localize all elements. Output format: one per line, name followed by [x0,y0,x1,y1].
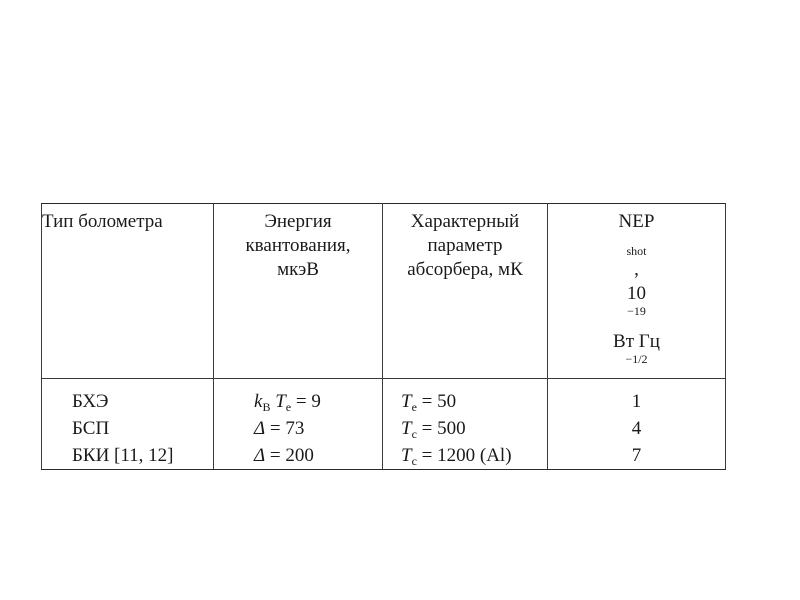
header-cell-energy [214,204,383,379]
row-3-nep: 7 [631,445,642,466]
nep-label: NEP [618,211,655,232]
header-type-label: Тип болометра [42,211,163,232]
row-2-type: БСП [72,418,110,439]
row-1-type: БХЭ [72,391,109,412]
energy-sub-e: e [285,400,292,414]
param-value: = 500 [416,418,466,439]
row-1-param [401,388,547,415]
header-param-line-2: параметр [427,235,503,256]
energy-value: = 200 [265,445,314,466]
energy-symbol-k: k [254,391,263,412]
header-nep-line-1 [548,210,725,282]
row-2-param [401,415,547,442]
bolometer-comparison-table [41,203,726,470]
param-value: = 1200 (Al) [416,445,512,466]
energy-symbol-t: T [275,391,286,412]
header-energy-line-2: квантования, [245,235,351,256]
param-sub: c [411,454,417,468]
param-symbol-t: T [401,391,412,412]
param-symbol-t: T [401,445,412,466]
header-param-line-1: Характерный [410,211,520,232]
energy-value: = 73 [265,418,305,439]
row-3-param [401,442,547,469]
nep-unit-text: Вт Гц [613,331,660,352]
energy-value: = 9 [291,391,321,412]
param-value: = 50 [416,391,457,412]
nep-unit-base: 10 [627,283,646,304]
param-sub: e [411,400,417,414]
energy-symbol-delta: Δ [254,418,266,439]
header-energy-line-1: Энергия [264,211,332,232]
nep-unit-power: −1/2 [625,352,648,366]
row-3-energy [254,442,382,469]
header-cell-type [42,204,214,379]
type-column-cell [42,379,214,470]
table-body-row [42,379,726,470]
row-1-nep: 1 [631,391,642,412]
header-energy-line-3: мкэВ [277,259,319,280]
row-1-energy [254,388,382,415]
nep-comma: , [634,259,639,280]
nep-column-cell [548,379,726,470]
energy-symbol-delta: Δ [254,445,266,466]
energy-sub-b: B [262,400,271,414]
bolometer-table-container [41,203,725,468]
header-cell-nep [548,204,726,379]
param-symbol-t: T [401,418,412,439]
header-cell-absorber-param [383,204,548,379]
row-2-nep: 4 [631,418,642,439]
param-sub: c [411,427,417,441]
header-nep-line-2 [548,282,725,378]
row-3-type: БКИ [11, 12] [72,445,174,466]
table-header-row [42,204,726,379]
absorber-param-column-cell [383,379,548,470]
nep-unit-exponent: −19 [627,304,646,318]
nep-subscript: shot [626,244,647,258]
energy-column-cell [214,379,383,470]
header-param-line-3: абсорбера, мК [407,259,523,280]
row-2-energy [254,415,382,442]
